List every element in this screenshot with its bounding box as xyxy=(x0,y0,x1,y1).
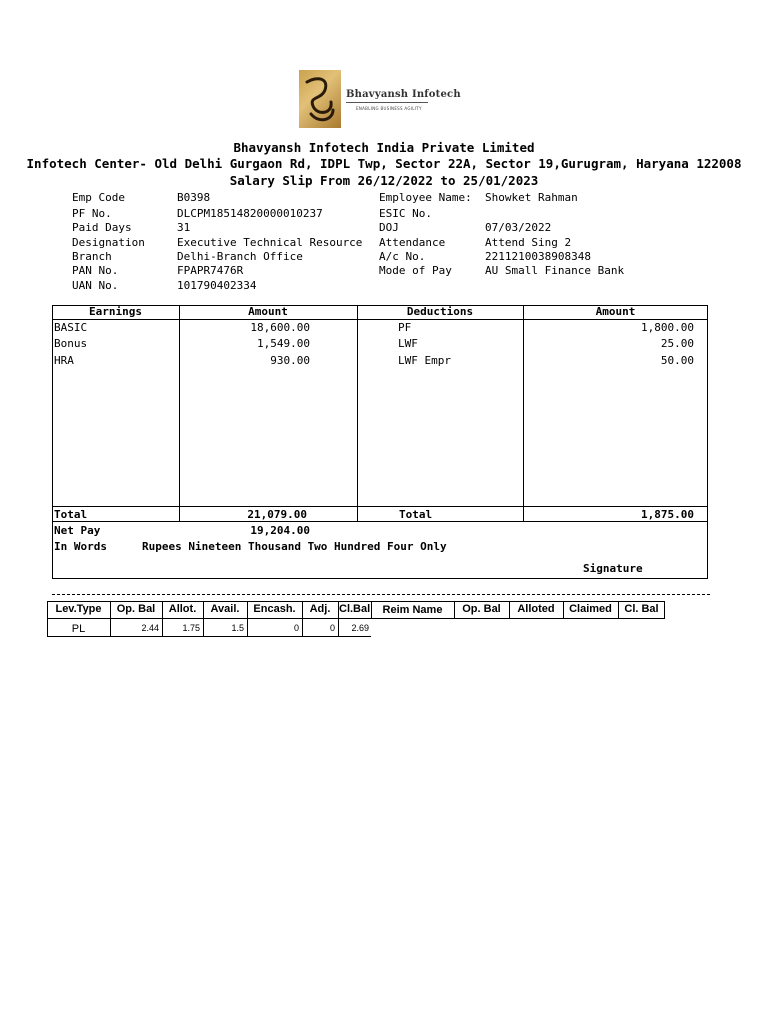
logo-name: Bhavyansh Infotech xyxy=(346,89,461,100)
deduction-name: LWF Empr xyxy=(398,354,451,367)
earning-amount: 1,549.00 xyxy=(257,337,310,350)
info-label-ac-no: A/c No. xyxy=(379,250,426,263)
table-header-rule xyxy=(52,319,708,320)
info-value-employee-name: Showket Rahman xyxy=(485,191,578,204)
deduction-name: PF xyxy=(398,321,412,334)
earning-name: Bonus xyxy=(54,337,88,350)
info-value-mode-of-pay: AU Small Finance Bank xyxy=(485,264,625,277)
header-earnings: Earnings xyxy=(89,305,142,318)
info-value-doj: 07/03/2022 xyxy=(485,221,552,234)
info-value-pan-no: FPAPR7476R xyxy=(177,264,244,277)
leave-cell-avail: 1.5 xyxy=(231,623,244,633)
slip-title: Salary Slip From 26/12/2022 to 25/01/2023 xyxy=(229,173,539,188)
company-name: Bhavyansh Infotech India Private Limited xyxy=(233,140,535,155)
info-value-uan-no: 101790402334 xyxy=(177,279,257,292)
reimb-header-claimed: Claimed xyxy=(569,603,612,615)
net-pay-value: 19,204.00 xyxy=(250,524,310,537)
info-label-employee-name: Employee Name: xyxy=(379,191,472,204)
header-amount-deductions: Amount xyxy=(595,305,636,318)
leave-header-cl-bal: Cl.Bal xyxy=(339,603,371,615)
reimb-header-alloted: Alloted xyxy=(517,603,555,615)
info-label-pf-no: PF No. xyxy=(72,207,112,220)
total-deductions-value: 1,875.00 xyxy=(641,508,694,521)
leave-cell-adj: 0 xyxy=(329,623,335,633)
leave-header-avail: Avail. xyxy=(210,603,240,615)
logo-divider xyxy=(346,102,428,103)
total-earnings-value: 21,079.00 xyxy=(247,508,307,521)
in-words-label: In Words xyxy=(54,540,107,553)
info-label-branch: Branch xyxy=(72,250,112,263)
leave-header-encash: Encash. xyxy=(253,603,296,615)
leave-cell-cl-bal: 2.69 xyxy=(351,623,369,633)
info-value-attendance: Attend Sing 2 xyxy=(485,236,572,249)
company-logo-mark xyxy=(299,70,341,128)
info-label-uan-no: UAN No. xyxy=(72,279,119,292)
header-amount-earnings: Amount xyxy=(248,305,288,318)
table-total-rule xyxy=(52,506,708,507)
earning-amount: 930.00 xyxy=(270,354,310,367)
header-deductions: Deductions xyxy=(406,305,474,318)
earning-name: HRA xyxy=(54,354,74,367)
reimb-header-cl-bal: Cl. Bal xyxy=(624,603,659,615)
table-netpay-rule xyxy=(52,521,708,522)
deduction-name: LWF xyxy=(398,337,418,350)
info-label-mode-of-pay: Mode of Pay xyxy=(379,264,452,277)
deduction-amount: 25.00 xyxy=(660,337,694,350)
deduction-amount: 1,800.00 xyxy=(641,321,694,334)
info-label-paid-days: Paid Days xyxy=(72,221,132,234)
leave-header-type: Lev.Type xyxy=(55,603,102,615)
info-value-branch: Delhi-Branch Office xyxy=(177,250,303,263)
info-value-pf-no: DLCPM18514820000010237 xyxy=(177,207,323,220)
leave-cell-allot: 1.75 xyxy=(182,623,200,633)
info-label-doj: DOJ xyxy=(379,221,399,234)
total-deductions-label: Total xyxy=(399,508,433,521)
earning-amount: 18,600.00 xyxy=(250,321,310,334)
table-divider xyxy=(357,305,358,522)
info-label-emp-code: Emp Code xyxy=(72,191,125,204)
info-label-designation: Designation xyxy=(72,236,145,249)
info-value-emp-code: B0398 xyxy=(177,191,211,204)
info-value-paid-days: 31 xyxy=(177,221,191,234)
deduction-amount: 50.00 xyxy=(660,354,694,367)
leave-cell-op-bal: 2.44 xyxy=(141,623,159,633)
company-address: Infotech Center- Old Delhi Gurgaon Rd, IDPL Twp, Sector 22A, Sector 19,Gurugram, Haryana 122008 xyxy=(26,156,742,171)
info-value-ac-no: 2211210038908348 xyxy=(485,250,591,263)
info-label-pan-no: PAN No. xyxy=(72,264,119,277)
leave-header-allot: Allot. xyxy=(168,603,197,615)
info-value-designation: Executive Technical Resource xyxy=(177,236,363,249)
net-pay-label: Net Pay xyxy=(54,524,101,537)
signature-label: Signature xyxy=(583,562,643,575)
info-label-esic-no: ESIC No. xyxy=(379,207,432,220)
reimb-header-op-bal: Op. Bal xyxy=(462,603,501,615)
in-words-value: Rupees Nineteen Thousand Two Hundred Four Only xyxy=(142,540,447,553)
earning-name: BASIC xyxy=(54,321,88,334)
leave-header-op-bal: Op. Bal xyxy=(116,603,156,615)
leave-cell-encash: 0 xyxy=(293,623,299,633)
logo-tagline: ENABLING BUSINESS AGILITY xyxy=(356,106,422,111)
info-label-attendance: Attendance xyxy=(379,236,446,249)
leave-header-adj: Adj. xyxy=(309,603,331,615)
reimb-header-name: Reim Name xyxy=(382,604,443,616)
leave-cell-type: PL xyxy=(71,623,86,635)
total-earnings-label: Total xyxy=(54,508,88,521)
separator-line xyxy=(52,594,710,595)
